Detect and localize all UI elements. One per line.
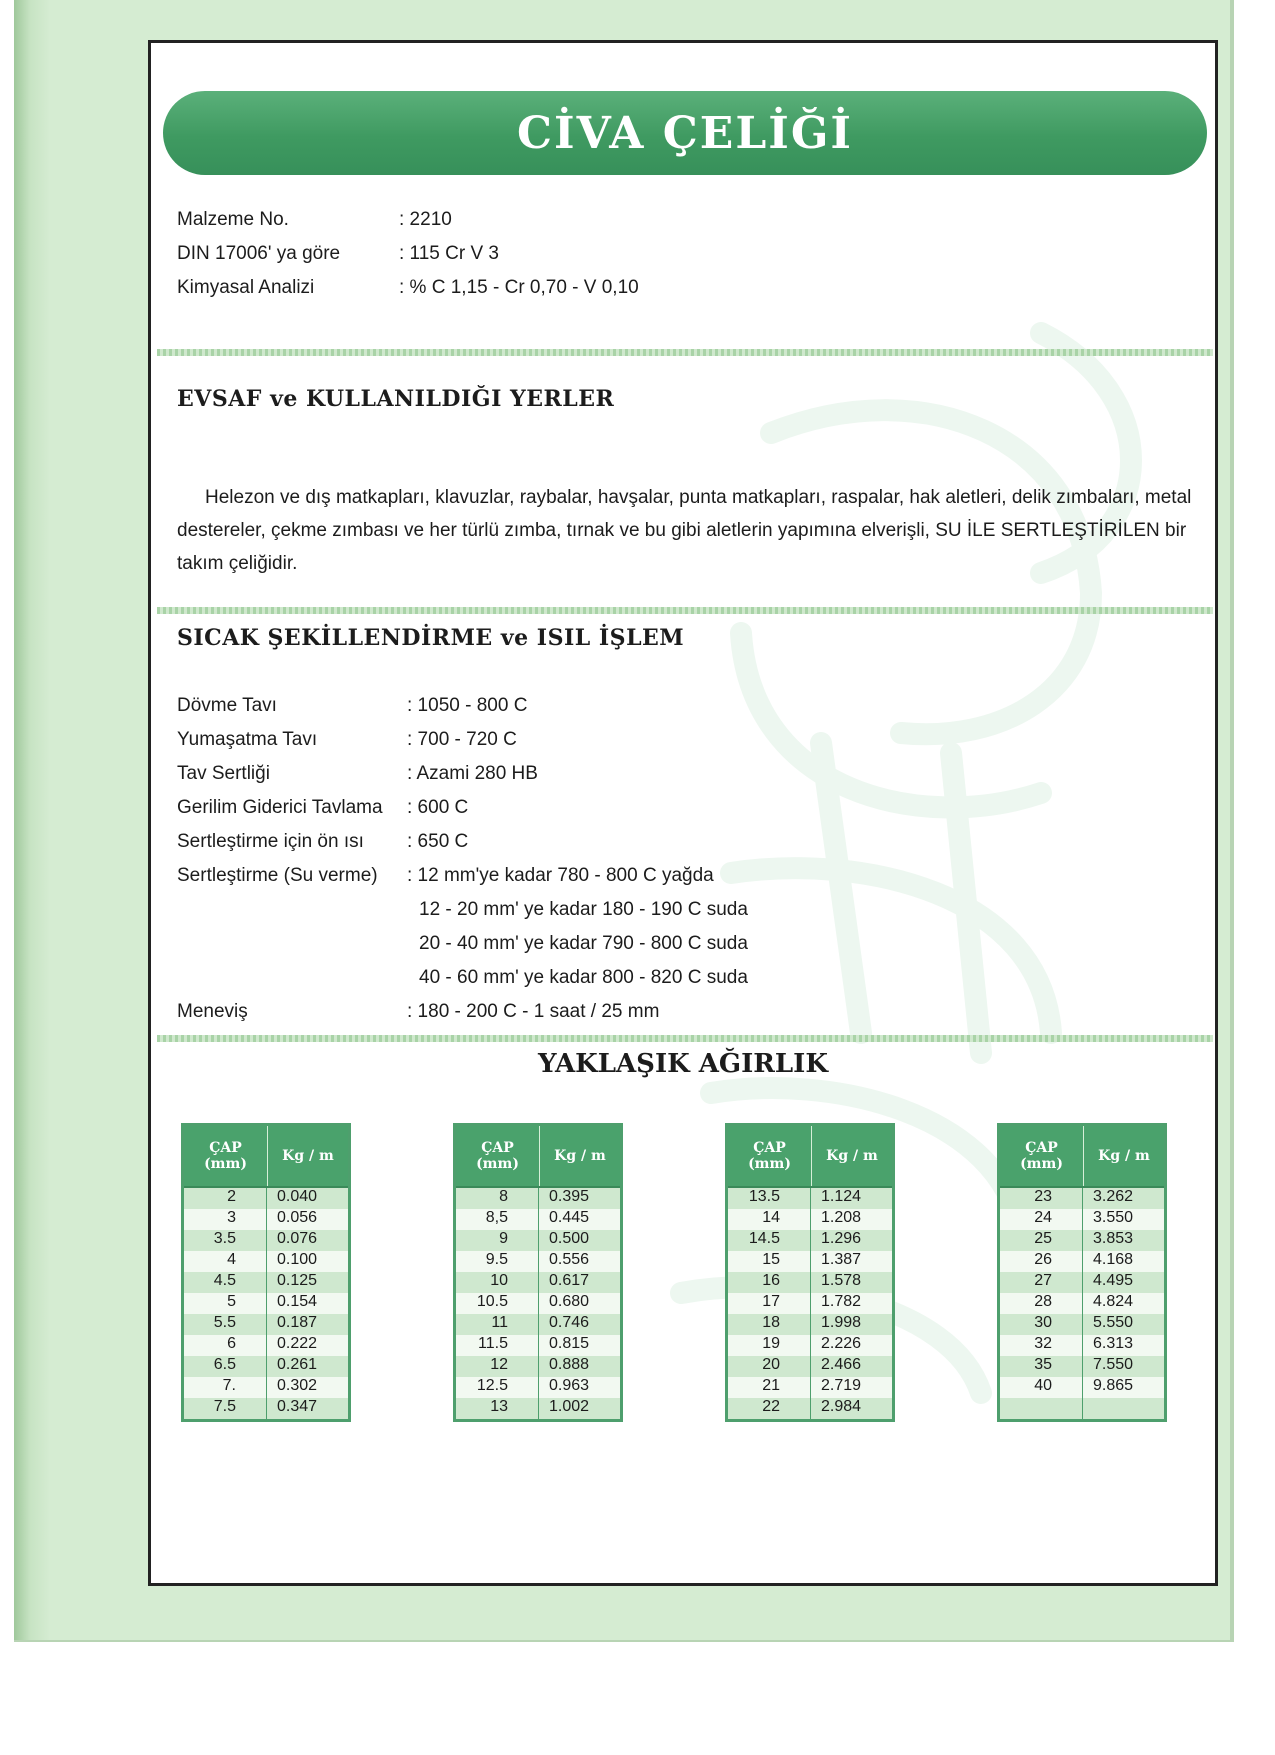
weight-cell: 4.168 [1093, 1251, 1134, 1268]
heat-value: : 180 - 200 C - 1 saat / 25 mm [407, 1001, 660, 1022]
table-row [1000, 1272, 1164, 1293]
weight-cell: 0.888 [549, 1356, 590, 1373]
diameter-cell: 7.5 [184, 1398, 267, 1419]
weight-cell: 0.680 [549, 1293, 590, 1310]
page-edge [14, 0, 50, 1640]
diameter-cell: 3.5 [184, 1230, 267, 1251]
table-row [184, 1356, 348, 1377]
heat-value: : 650 C [407, 831, 469, 852]
table-row [728, 1398, 892, 1419]
table-row [184, 1251, 348, 1272]
diameter-cell: 25 [1000, 1230, 1083, 1251]
table-row [456, 1335, 620, 1356]
page-title: CİVA ÇELİĞİ [516, 107, 853, 159]
diameter-cell [1000, 1398, 1083, 1419]
weight-cell: 0.963 [549, 1377, 590, 1394]
diameter-cell: 8 [456, 1188, 539, 1209]
table-row [184, 1209, 348, 1230]
heat-value: : 12 mm'ye kadar 780 - 800 C yağda [407, 865, 714, 886]
weight-cell: 0.500 [549, 1230, 590, 1247]
header-weight: Kg / m [282, 1148, 334, 1164]
weight-cell: 1.387 [821, 1251, 862, 1268]
weight-cell: 6.313 [1093, 1335, 1134, 1352]
hardening-continuation: 20 - 40 mm' ye kadar 790 - 800 C suda [419, 933, 748, 954]
diameter-cell: 17 [728, 1293, 811, 1314]
diameter-cell: 13 [456, 1398, 539, 1419]
table-row [728, 1314, 892, 1335]
diameter-cell: 24 [1000, 1209, 1083, 1230]
diameter-cell: 21 [728, 1377, 811, 1398]
weight-cell: 5.550 [1093, 1314, 1134, 1331]
section-divider [157, 349, 1213, 356]
header-diameter-unit: (mm) [748, 1156, 791, 1172]
table-row [728, 1377, 892, 1398]
diameter-cell: 5 [184, 1293, 267, 1314]
diameter-cell: 28 [1000, 1293, 1083, 1314]
weight-cell: 0.395 [549, 1188, 590, 1205]
header-diameter-unit: (mm) [476, 1156, 519, 1172]
weight-cell: 0.222 [277, 1335, 318, 1352]
weight-cell: 0.100 [277, 1251, 318, 1268]
table-body [456, 1186, 620, 1419]
diameter-cell: 10 [456, 1272, 539, 1293]
table-row [1000, 1398, 1164, 1419]
diameter-cell: 27 [1000, 1272, 1083, 1293]
diameter-cell: 6 [184, 1335, 267, 1356]
weight-cell: 3.550 [1093, 1209, 1134, 1226]
diameter-cell: 2 [184, 1188, 267, 1209]
weight-cell: 2.984 [821, 1398, 862, 1415]
weight-cell: 3.853 [1093, 1230, 1134, 1247]
weight-cell: 2.719 [821, 1377, 862, 1394]
weight-cell: 0.154 [277, 1293, 318, 1310]
header-diameter [184, 1126, 268, 1186]
header-weight: Kg / m [826, 1148, 878, 1164]
heat-label: Tav Sertliği [177, 763, 270, 784]
header-diameter [456, 1126, 540, 1186]
weight-table [725, 1123, 895, 1422]
diameter-cell: 18 [728, 1314, 811, 1335]
table-row [184, 1398, 348, 1419]
heat-heading: SICAK ŞEKİLLENDİRME ve ISIL İŞLEM [177, 625, 685, 651]
diameter-cell: 4 [184, 1251, 267, 1272]
diameter-cell: 3 [184, 1209, 267, 1230]
table-row [456, 1209, 620, 1230]
weight-cell: 0.076 [277, 1230, 318, 1247]
diameter-cell: 22 [728, 1398, 811, 1419]
diameter-cell: 14.5 [728, 1230, 811, 1251]
diameter-cell: 35 [1000, 1356, 1083, 1377]
diameter-cell: 14 [728, 1209, 811, 1230]
weight-cell: 1.296 [821, 1230, 862, 1247]
weight-cell: 0.746 [549, 1314, 590, 1331]
weight-cell: 0.556 [549, 1251, 590, 1268]
hardening-continuation: 40 - 60 mm' ye kadar 800 - 820 C suda [419, 967, 748, 988]
hardening-continuation: 12 - 20 mm' ye kadar 180 - 190 C suda [419, 899, 748, 920]
table-row [456, 1398, 620, 1419]
diameter-cell: 40 [1000, 1377, 1083, 1398]
weight-table [453, 1123, 623, 1422]
header-diameter-label: ÇAP [209, 1140, 242, 1156]
table-row [728, 1188, 892, 1209]
weight-cell: 7.550 [1093, 1356, 1134, 1373]
weight-cell: 3.262 [1093, 1188, 1134, 1205]
weight-cell: 1.998 [821, 1314, 862, 1331]
weight-cell: 4.495 [1093, 1272, 1134, 1289]
heat-label: Meneviş [177, 1001, 248, 1022]
table-row [1000, 1377, 1164, 1398]
material-value: : 115 Cr V 3 [399, 243, 499, 264]
weight-cell: 0.125 [277, 1272, 318, 1289]
diameter-cell: 9.5 [456, 1251, 539, 1272]
header-diameter-label: ÇAP [481, 1140, 514, 1156]
header-weight: Kg / m [1098, 1148, 1150, 1164]
diameter-cell: 13.5 [728, 1188, 811, 1209]
table-row [1000, 1251, 1164, 1272]
weight-cell: 0.347 [277, 1398, 318, 1415]
weight-cell: 1.782 [821, 1293, 862, 1310]
diameter-cell: 9 [456, 1230, 539, 1251]
content-panel [148, 40, 1218, 1586]
heat-label: Sertleştirme (Su verme) [177, 865, 378, 886]
weight-cell [1083, 1398, 1164, 1419]
diameter-cell: 15 [728, 1251, 811, 1272]
heat-label: Yumaşatma Tavı [177, 729, 318, 750]
table-row [728, 1209, 892, 1230]
table-row [184, 1314, 348, 1335]
weight-cell: 0.261 [277, 1356, 318, 1373]
section-divider [157, 1035, 1213, 1042]
table-row [456, 1293, 620, 1314]
weight-cell: 1.208 [821, 1209, 862, 1226]
weight-cell: 0.302 [277, 1377, 318, 1394]
diameter-cell: 10.5 [456, 1293, 539, 1314]
weight-table [181, 1123, 351, 1422]
weight-cell: 1.578 [821, 1272, 862, 1289]
weight-cell: 0.187 [277, 1314, 318, 1331]
weight-cell: 1.002 [549, 1398, 590, 1415]
table-row [184, 1377, 348, 1398]
table-row [728, 1356, 892, 1377]
diameter-cell: 16 [728, 1272, 811, 1293]
heat-label: Sertleştirme için ön ısı [177, 831, 364, 852]
diameter-cell: 4.5 [184, 1272, 267, 1293]
diameter-cell: 11 [456, 1314, 539, 1335]
table-row [184, 1293, 348, 1314]
weight-cell: 0.445 [549, 1209, 590, 1226]
table-row [1000, 1188, 1164, 1209]
table-body [728, 1186, 892, 1419]
table-row [728, 1251, 892, 1272]
table-row [1000, 1293, 1164, 1314]
table-row [456, 1356, 620, 1377]
table-row [1000, 1356, 1164, 1377]
header-weight: Kg / m [554, 1148, 606, 1164]
table-row [456, 1314, 620, 1335]
header-diameter [728, 1126, 812, 1186]
table-row [456, 1188, 620, 1209]
diameter-cell: 7. [184, 1377, 267, 1398]
diameter-cell: 12.5 [456, 1377, 539, 1398]
table-row [456, 1272, 620, 1293]
table-row [728, 1272, 892, 1293]
heat-value: : 700 - 720 C [407, 729, 517, 750]
table-row [456, 1230, 620, 1251]
diameter-cell: 6.5 [184, 1356, 267, 1377]
table-row [1000, 1209, 1164, 1230]
diameter-cell: 8,5 [456, 1209, 539, 1230]
diameter-cell: 32 [1000, 1335, 1083, 1356]
title-banner [163, 91, 1207, 175]
diameter-cell: 11.5 [456, 1335, 539, 1356]
weight-cell: 9.865 [1093, 1377, 1134, 1394]
diameter-cell: 5.5 [184, 1314, 267, 1335]
heat-value: : 600 C [407, 797, 469, 818]
table-header [728, 1126, 892, 1186]
diameter-cell: 20 [728, 1356, 811, 1377]
heat-label: Dövme Tavı [177, 695, 277, 716]
table-row [1000, 1230, 1164, 1251]
table-row [728, 1293, 892, 1314]
diameter-cell: 19 [728, 1335, 811, 1356]
weight-cell: 0.056 [277, 1209, 318, 1226]
table-row [456, 1251, 620, 1272]
weight-cell: 2.466 [821, 1356, 862, 1373]
table-header [184, 1126, 348, 1186]
material-value: : 2210 [399, 209, 452, 230]
table-row [1000, 1335, 1164, 1356]
table-header [456, 1126, 620, 1186]
diameter-cell: 30 [1000, 1314, 1083, 1335]
header-diameter-label: ÇAP [1025, 1140, 1058, 1156]
table-row [184, 1230, 348, 1251]
header-diameter [1000, 1126, 1084, 1186]
section-divider [157, 607, 1213, 614]
usage-paragraph: Helezon ve dış matkapları, klavuzlar, raybalar, havşalar, punta matkapları, raspalar, hak aletleri, delik zımbaları, metal destereler, çekme zımbası ve her türlü zımba, tırnak ve bu gibi aletlerin yapımına elverişli, SU İLE SERTLEŞTİRİLEN bir takım çeliğidir. [177, 487, 1192, 574]
weight-cell: 4.824 [1093, 1293, 1134, 1310]
table-row [728, 1230, 892, 1251]
weight-heading: YAKLAŞIK AĞIRLIK [538, 1049, 828, 1079]
heat-value: : Azami 280 HB [407, 763, 538, 784]
header-diameter-unit: (mm) [1020, 1156, 1063, 1172]
weight-cell: 1.124 [821, 1188, 862, 1205]
table-row [456, 1377, 620, 1398]
diameter-cell: 12 [456, 1356, 539, 1377]
diameter-cell: 26 [1000, 1251, 1083, 1272]
table-body [1000, 1186, 1164, 1419]
material-label: DIN 17006' ya göre [177, 243, 341, 264]
usage-heading: EVSAF ve KULLANILDIĞI YERLER [177, 386, 615, 412]
material-label: Kimyasal Analizi [177, 277, 315, 298]
table-body [184, 1186, 348, 1419]
heat-label: Gerilim Giderici Tavlama [177, 797, 383, 818]
table-row [1000, 1314, 1164, 1335]
weight-cell: 0.040 [277, 1188, 318, 1205]
material-value: : % C 1,15 - Cr 0,70 - V 0,10 [399, 277, 639, 298]
weight-cell: 0.815 [549, 1335, 590, 1352]
weight-cell: 0.617 [549, 1272, 590, 1289]
weight-cell: 2.226 [821, 1335, 862, 1352]
material-label: Malzeme No. [177, 209, 289, 230]
header-diameter-unit: (mm) [204, 1156, 247, 1172]
table-row [728, 1335, 892, 1356]
diameter-cell: 23 [1000, 1188, 1083, 1209]
table-row [184, 1272, 348, 1293]
heat-value: : 1050 - 800 C [407, 695, 528, 716]
table-row [184, 1188, 348, 1209]
weight-table [997, 1123, 1167, 1422]
table-row [184, 1335, 348, 1356]
header-diameter-label: ÇAP [753, 1140, 786, 1156]
table-header [1000, 1126, 1164, 1186]
